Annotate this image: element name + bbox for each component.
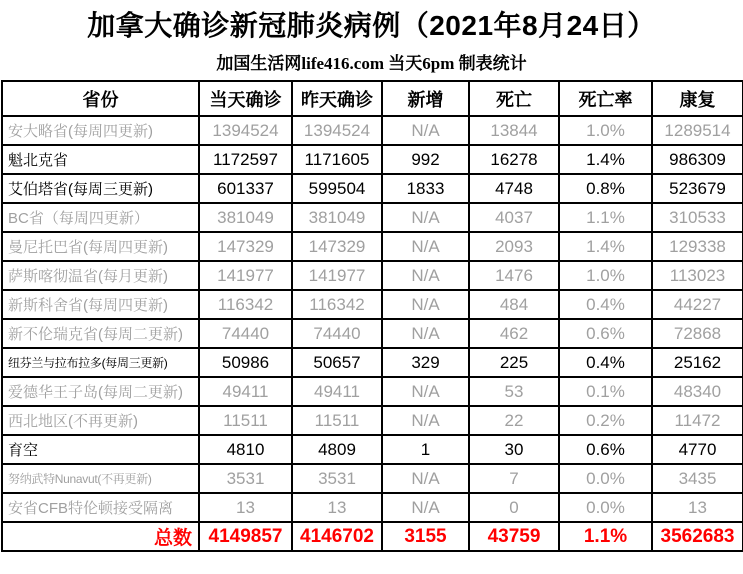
table-row — [2, 290, 743, 319]
total-row — [2, 522, 743, 551]
province-cell: 曼尼托巴省(每周四更新) — [2, 232, 199, 261]
table-row — [2, 261, 743, 290]
new-cases-cell: 329 — [382, 348, 469, 377]
column-header-yesterday_confirmed: 昨天确诊 — [292, 81, 382, 116]
table-row — [2, 319, 743, 348]
today-confirmed-cell: 601337 — [199, 174, 292, 203]
table-row — [2, 145, 743, 174]
today-confirmed-cell: 11511 — [199, 406, 292, 435]
column-header-today_confirmed: 当天确诊 — [199, 81, 292, 116]
new-cases-cell: N/A — [382, 290, 469, 319]
deaths-cell: 30 — [469, 435, 559, 464]
new-cases-cell: N/A — [382, 116, 469, 145]
deaths-cell: 0 — [469, 493, 559, 522]
today-confirmed-cell: 141977 — [199, 261, 292, 290]
today-confirmed-cell: 4810 — [199, 435, 292, 464]
total-today-confirmed-cell: 4149857 — [199, 522, 292, 551]
deaths-cell: 16278 — [469, 145, 559, 174]
table-row — [2, 464, 743, 493]
death-rate-cell: 1.4% — [559, 145, 652, 174]
column-header-new_cases: 新增 — [382, 81, 469, 116]
death-rate-cell: 1.0% — [559, 116, 652, 145]
yesterday-confirmed-cell: 1394524 — [292, 116, 382, 145]
new-cases-cell: N/A — [382, 464, 469, 493]
deaths-cell: 4748 — [469, 174, 559, 203]
total-yesterday-confirmed-cell: 4146702 — [292, 522, 382, 551]
table-row — [2, 435, 743, 464]
deaths-cell: 462 — [469, 319, 559, 348]
deaths-cell: 7 — [469, 464, 559, 493]
yesterday-confirmed-cell: 4809 — [292, 435, 382, 464]
table-row — [2, 377, 743, 406]
covid-stats-table — [1, 80, 743, 552]
death-rate-cell: 0.1% — [559, 377, 652, 406]
today-confirmed-cell: 381049 — [199, 203, 292, 232]
total-recovered-cell: 3562683 — [652, 522, 743, 551]
province-cell: 魁北克省 — [2, 145, 199, 174]
recovered-cell: 25162 — [652, 348, 743, 377]
death-rate-cell: 0.6% — [559, 319, 652, 348]
deaths-cell: 2093 — [469, 232, 559, 261]
table-row — [2, 174, 743, 203]
province-cell: 艾伯塔省(每周三更新) — [2, 174, 199, 203]
death-rate-cell: 1.4% — [559, 232, 652, 261]
new-cases-cell: N/A — [382, 203, 469, 232]
province-cell: 萨斯喀彻温省(每月更新) — [2, 261, 199, 290]
recovered-cell: 129338 — [652, 232, 743, 261]
recovered-cell: 3435 — [652, 464, 743, 493]
table-row — [2, 232, 743, 261]
province-cell: 育空 — [2, 435, 199, 464]
death-rate-cell: 0.0% — [559, 493, 652, 522]
province-cell: 新不伦瑞克省(每周二更新) — [2, 319, 199, 348]
yesterday-confirmed-cell: 116342 — [292, 290, 382, 319]
deaths-cell: 484 — [469, 290, 559, 319]
new-cases-cell: N/A — [382, 232, 469, 261]
table-row — [2, 493, 743, 522]
page-title: 加拿大确诊新冠肺炎病例（2021年8月24日） — [87, 10, 656, 41]
recovered-cell: 1289514 — [652, 116, 743, 145]
death-rate-cell: 0.0% — [559, 464, 652, 493]
recovered-cell: 310533 — [652, 203, 743, 232]
covid-stats-page — [0, 4, 743, 552]
province-cell: 安省CFB特伦顿接受隔离 — [2, 493, 199, 522]
column-header-death_rate: 死亡率 — [559, 81, 652, 116]
province-cell: 爱德华王子岛(每周二更新) — [2, 377, 199, 406]
recovered-cell: 48340 — [652, 377, 743, 406]
yesterday-confirmed-cell: 3531 — [292, 464, 382, 493]
new-cases-cell: N/A — [382, 493, 469, 522]
province-cell: 努纳武特Nunavut(不再更新) — [2, 464, 199, 493]
column-header-recovered: 康复 — [652, 81, 743, 116]
recovered-cell: 44227 — [652, 290, 743, 319]
deaths-cell: 53 — [469, 377, 559, 406]
recovered-cell: 72868 — [652, 319, 743, 348]
total-province-cell: 总数 — [2, 522, 199, 551]
death-rate-cell: 0.6% — [559, 435, 652, 464]
header-row — [2, 81, 743, 116]
new-cases-cell: N/A — [382, 261, 469, 290]
new-cases-cell: N/A — [382, 319, 469, 348]
province-cell: 西北地区(不再更新) — [2, 406, 199, 435]
today-confirmed-cell: 49411 — [199, 377, 292, 406]
recovered-cell: 113023 — [652, 261, 743, 290]
today-confirmed-cell: 13 — [199, 493, 292, 522]
total-new-cases-cell: 3155 — [382, 522, 469, 551]
column-header-deaths: 死亡 — [469, 81, 559, 116]
yesterday-confirmed-cell: 381049 — [292, 203, 382, 232]
new-cases-cell: N/A — [382, 406, 469, 435]
total-death-rate-cell: 1.1% — [559, 522, 652, 551]
yesterday-confirmed-cell: 141977 — [292, 261, 382, 290]
today-confirmed-cell: 1394524 — [199, 116, 292, 145]
recovered-cell: 986309 — [652, 145, 743, 174]
column-header-province: 省份 — [2, 81, 199, 116]
death-rate-cell: 0.4% — [559, 290, 652, 319]
new-cases-cell: 1833 — [382, 174, 469, 203]
today-confirmed-cell: 147329 — [199, 232, 292, 261]
recovered-cell: 11472 — [652, 406, 743, 435]
yesterday-confirmed-cell: 13 — [292, 493, 382, 522]
new-cases-cell: N/A — [382, 377, 469, 406]
death-rate-cell: 0.4% — [559, 348, 652, 377]
recovered-cell: 13 — [652, 493, 743, 522]
yesterday-confirmed-cell: 74440 — [292, 319, 382, 348]
table-row — [2, 116, 743, 145]
deaths-cell: 1476 — [469, 261, 559, 290]
recovered-cell: 4770 — [652, 435, 743, 464]
yesterday-confirmed-cell: 11511 — [292, 406, 382, 435]
yesterday-confirmed-cell: 50657 — [292, 348, 382, 377]
today-confirmed-cell: 1172597 — [199, 145, 292, 174]
table-row — [2, 406, 743, 435]
province-cell: BC省（每周四更新） — [2, 203, 199, 232]
new-cases-cell: 1 — [382, 435, 469, 464]
new-cases-cell: 992 — [382, 145, 469, 174]
deaths-cell: 22 — [469, 406, 559, 435]
page-subtitle: 加国生活网life416.com 当天6pm 制表统计 — [216, 54, 527, 73]
yesterday-confirmed-cell: 49411 — [292, 377, 382, 406]
total-deaths-cell: 43759 — [469, 522, 559, 551]
today-confirmed-cell: 116342 — [199, 290, 292, 319]
yesterday-confirmed-cell: 147329 — [292, 232, 382, 261]
death-rate-cell: 0.2% — [559, 406, 652, 435]
death-rate-cell: 1.0% — [559, 261, 652, 290]
yesterday-confirmed-cell: 1171605 — [292, 145, 382, 174]
deaths-cell: 4037 — [469, 203, 559, 232]
today-confirmed-cell: 74440 — [199, 319, 292, 348]
today-confirmed-cell: 3531 — [199, 464, 292, 493]
death-rate-cell: 0.8% — [559, 174, 652, 203]
table-row — [2, 203, 743, 232]
province-cell: 纽芬兰与拉布拉多(每周三更新) — [2, 348, 199, 377]
recovered-cell: 523679 — [652, 174, 743, 203]
deaths-cell: 225 — [469, 348, 559, 377]
table-body — [2, 116, 743, 551]
table-row — [2, 348, 743, 377]
province-cell: 安大略省(每周四更新) — [2, 116, 199, 145]
province-cell: 新斯科舍省(每周四更新) — [2, 290, 199, 319]
yesterday-confirmed-cell: 599504 — [292, 174, 382, 203]
deaths-cell: 13844 — [469, 116, 559, 145]
today-confirmed-cell: 50986 — [199, 348, 292, 377]
death-rate-cell: 1.1% — [559, 203, 652, 232]
